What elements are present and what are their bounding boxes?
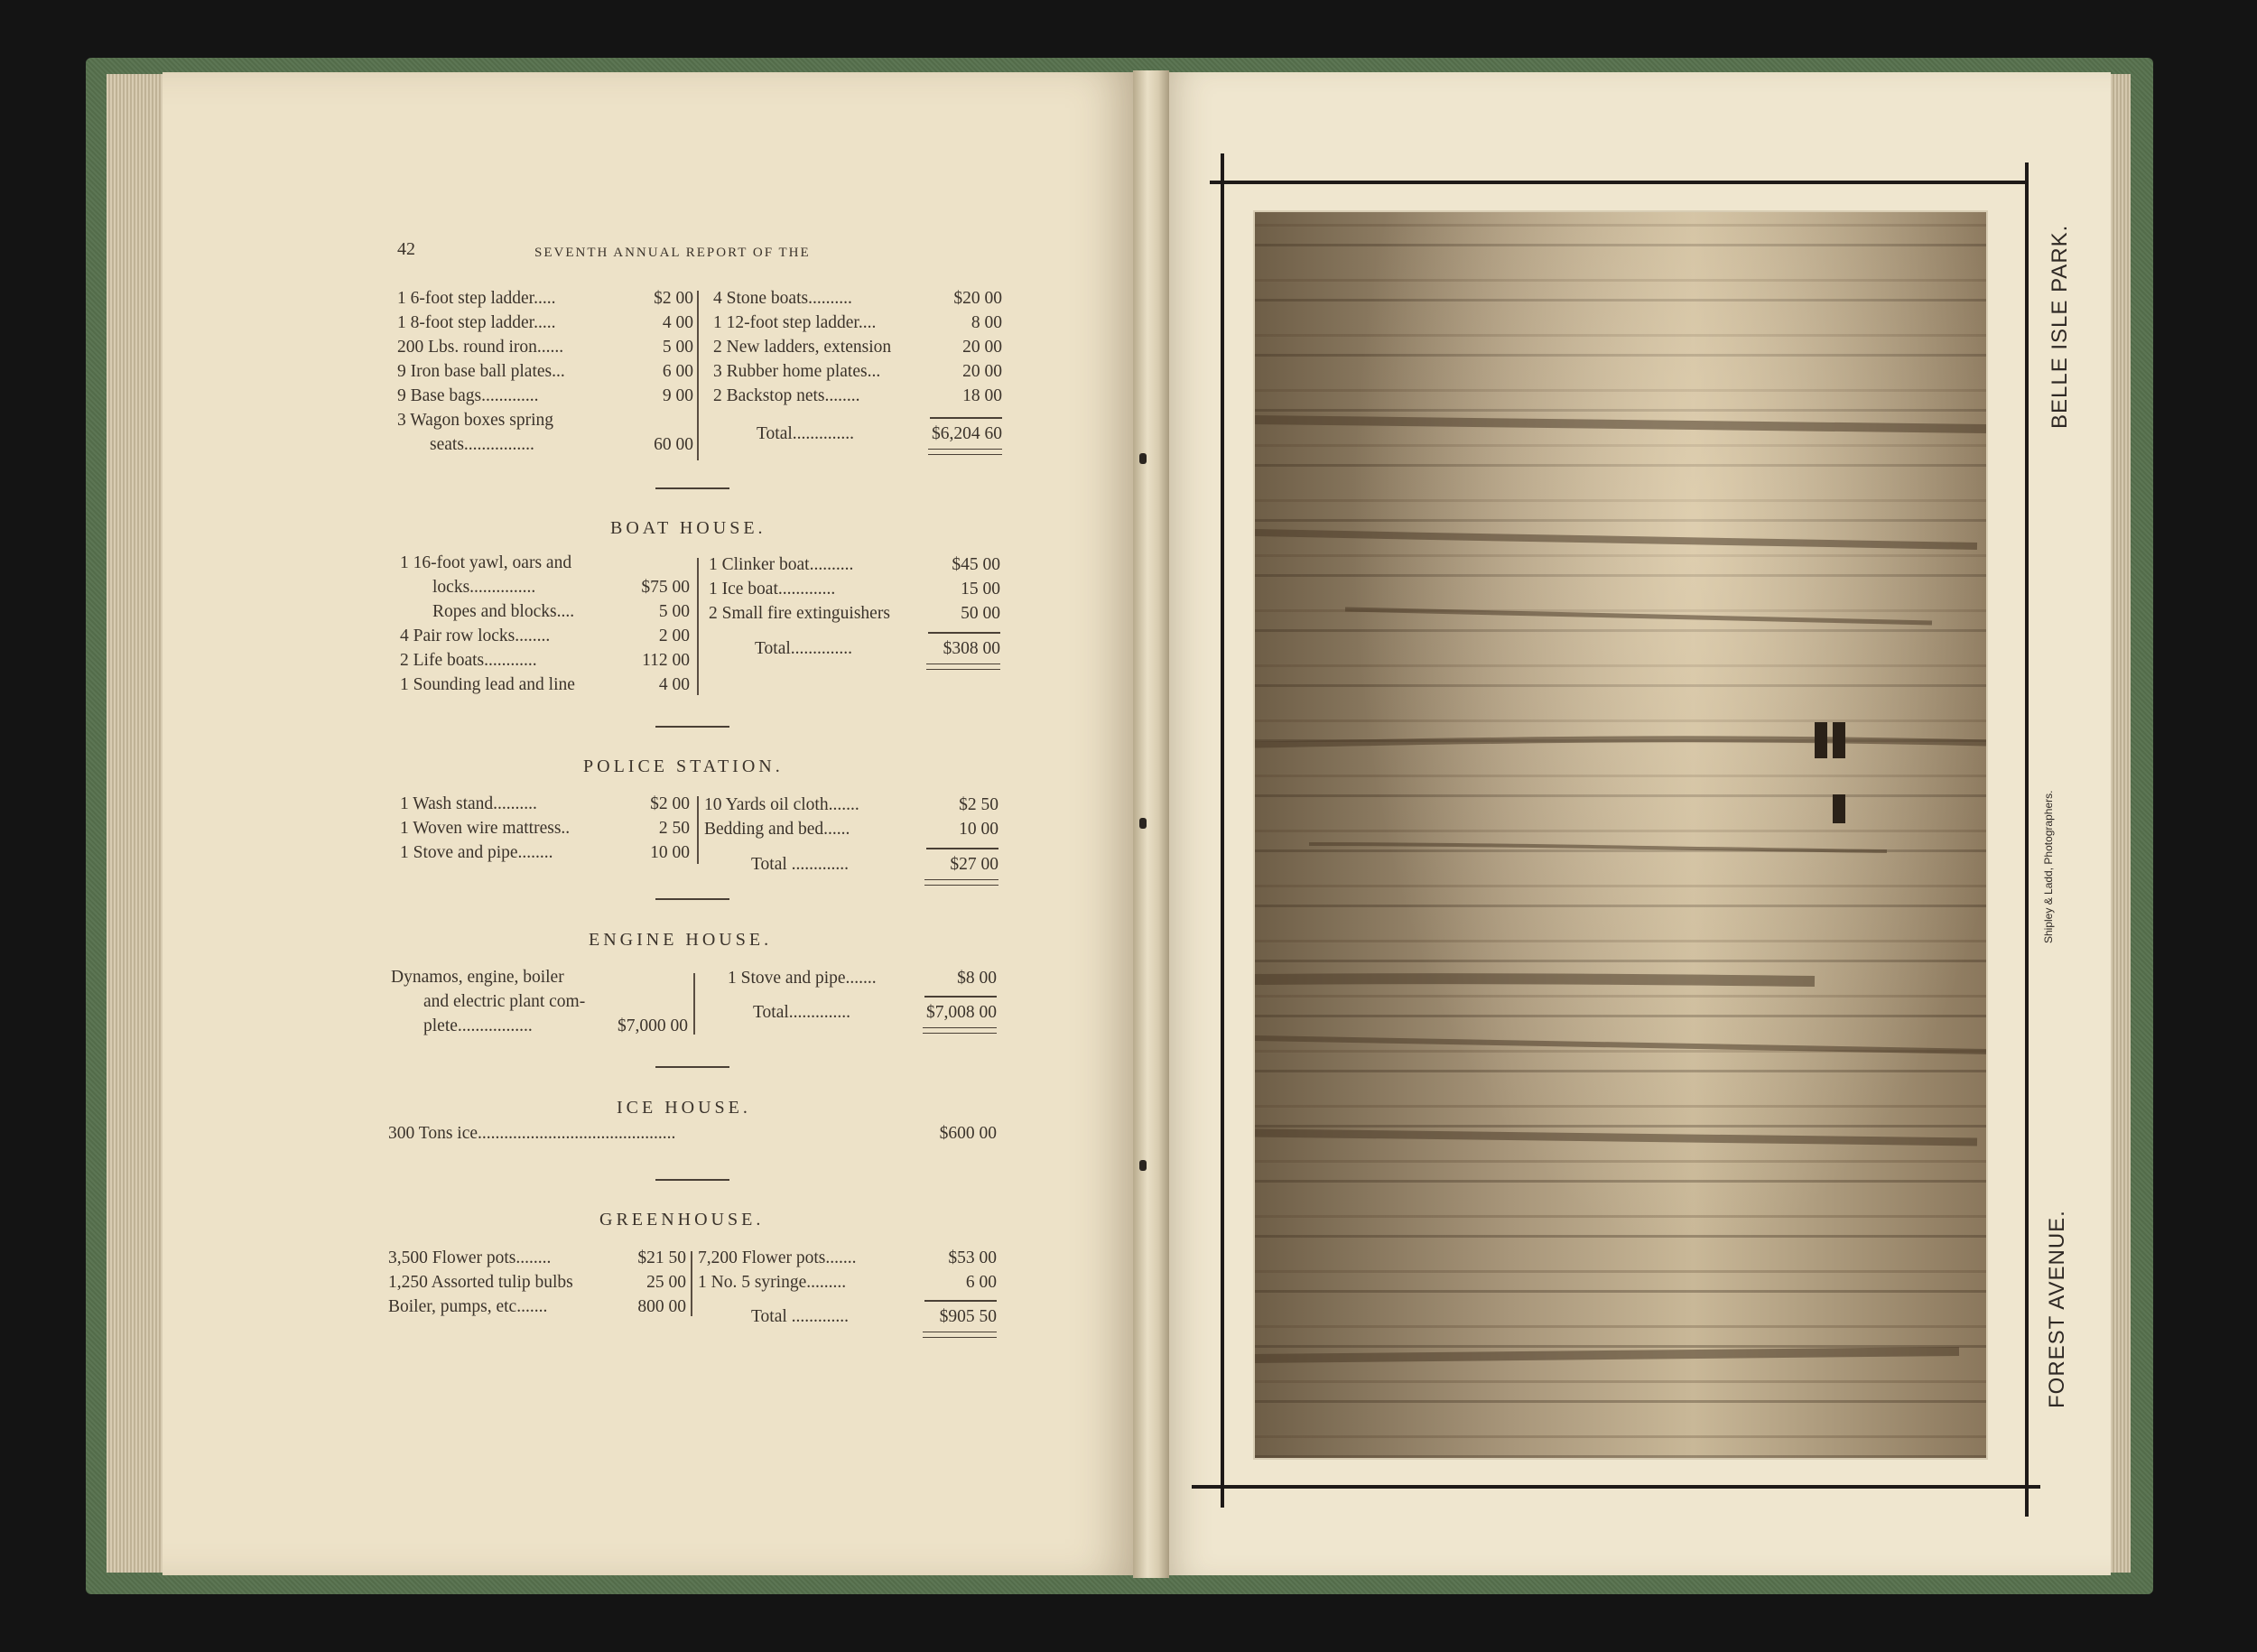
photo-title-park: BELLE ISLE PARK.: [2048, 224, 2072, 429]
ledger-item: 1 Woven wire mattress..: [400, 819, 571, 838]
ledger-item: plete.................: [423, 1016, 533, 1035]
section-divider: [655, 726, 729, 728]
ledger-amount: $8 00: [957, 969, 997, 988]
section-divider: [655, 487, 729, 489]
ledger-item: 4 Pair row locks........: [400, 626, 551, 645]
ledger-item: 1 Sounding lead and line: [400, 675, 575, 694]
ledger-amount: 4 00: [658, 675, 690, 694]
binding-hole: [1139, 453, 1147, 464]
ledger-amount: $45 00: [952, 555, 1000, 574]
ledger-item: Dynamos, engine, boiler: [391, 968, 564, 987]
ledger-amount: 20 00: [962, 338, 1002, 357]
ledger-item: 1 8-foot step ladder.....: [397, 313, 556, 332]
ledger-amount: 800 00: [637, 1297, 686, 1316]
section-heading: ENGINE HOUSE.: [589, 930, 773, 950]
ledger-item: 1 16-foot yawl, oars and: [400, 553, 572, 572]
section-heading: BOAT HOUSE.: [610, 518, 766, 538]
ledger-amount: 60 00: [654, 435, 693, 454]
ledger-amount: $2 00: [654, 289, 693, 308]
ledger-item: 200 Lbs. round iron......: [397, 338, 564, 357]
ledger-amount: $20 00: [953, 289, 1002, 308]
ledger-item: and electric plant com-: [423, 992, 586, 1011]
section-heading: ICE HOUSE.: [617, 1098, 751, 1118]
ledger-item: locks...............: [432, 578, 536, 597]
frame-rule-bottom: [1192, 1485, 2040, 1489]
ledger-amount: 6 00: [965, 1273, 997, 1292]
total-double-rule: [928, 449, 1002, 455]
total-amount: $27 00: [950, 855, 998, 874]
ledger-item: 1,250 Assorted tulip bulbs: [388, 1273, 573, 1292]
ledger-item: 1 Wash stand..........: [400, 794, 537, 813]
left-page-edges: [107, 74, 170, 1573]
ledger-amount: $2 00: [650, 794, 690, 813]
ledger-item: 1 6-foot step ladder.....: [397, 289, 556, 308]
total-double-rule: [924, 879, 998, 886]
total-amount: $6,204 60: [932, 424, 1002, 443]
binding-hole: [1139, 818, 1147, 829]
running-head: SEVENTH ANNUAL REPORT OF THE: [534, 246, 811, 260]
book-gutter: [1133, 70, 1169, 1578]
ledger-amount: 9 00: [662, 386, 693, 405]
column-divider: [697, 796, 699, 864]
ledger-item: 2 New ladders, extension: [713, 338, 892, 357]
total-label: Total .............: [751, 855, 850, 874]
sum-rule: [926, 848, 998, 849]
frame-rule-top: [1210, 181, 2027, 184]
ledger-amount: 25 00: [646, 1273, 686, 1292]
ledger-item: 9 Iron base ball plates...: [397, 362, 565, 381]
ledger-amount: 50 00: [961, 604, 1000, 623]
ledger-amount: 5 00: [658, 602, 690, 621]
column-divider: [697, 558, 699, 695]
ledger-item: 3,500 Flower pots........: [388, 1248, 552, 1267]
binding-hole: [1139, 1160, 1147, 1171]
ledger-item: seats................: [430, 435, 534, 454]
ledger-amount: $2 50: [959, 795, 998, 814]
ledger-amount: $75 00: [641, 578, 690, 597]
ledger-item: 2 Life boats............: [400, 651, 537, 670]
frame-rule-left: [1221, 153, 1224, 1508]
total-label: Total .............: [751, 1307, 850, 1326]
ledger-amount: 4 00: [662, 313, 693, 332]
photo-trees-sketch: [1255, 212, 1986, 1458]
ledger-amount: 20 00: [962, 362, 1002, 381]
ledger-item: 3 Rubber home plates...: [713, 362, 881, 381]
ledger-item: 2 Backstop nets........: [713, 386, 860, 405]
total-double-rule: [923, 1332, 997, 1338]
photographer-credit: Shipley & Ladd, Photographers.: [2042, 790, 2055, 943]
column-divider: [697, 291, 699, 460]
ledger-amount: 10 00: [959, 820, 998, 839]
ledger-amount: 5 00: [662, 338, 693, 357]
ledger-amount: $7,000 00: [618, 1016, 688, 1035]
ledger-item: 1 No. 5 syringe.........: [698, 1273, 847, 1292]
ledger-amount: 6 00: [662, 362, 693, 381]
total-double-rule: [923, 1027, 997, 1034]
ledger-amount: 8 00: [971, 313, 1002, 332]
ledger-item: 4 Stone boats..........: [713, 289, 852, 308]
ledger-amount: 112 00: [642, 651, 690, 670]
ledger-item: 9 Base bags.............: [397, 386, 539, 405]
photo-title-avenue: FOREST AVENUE.: [2045, 1210, 2069, 1408]
ledger-amount: $53 00: [948, 1248, 997, 1267]
page-number: 42: [397, 239, 415, 259]
total-label: Total..............: [753, 1003, 851, 1022]
section-heading: GREENHOUSE.: [599, 1210, 765, 1230]
sum-rule: [924, 996, 997, 998]
total-label: Total..............: [755, 639, 853, 658]
ledger-item: 1 Ice boat.............: [709, 580, 836, 599]
column-divider: [691, 1251, 692, 1316]
ledger-amount: 2 50: [658, 819, 690, 838]
column-divider: [693, 973, 695, 1035]
ledger-item: Boiler, pumps, etc.......: [388, 1297, 548, 1316]
sum-rule: [928, 632, 1000, 634]
total-double-rule: [926, 664, 1000, 670]
ledger-item: Bedding and bed......: [704, 820, 850, 839]
ledger-amount: 15 00: [961, 580, 1000, 599]
section-divider: [655, 1066, 729, 1068]
total-label: Total..............: [757, 424, 855, 443]
section-heading: POLICE STATION.: [583, 756, 784, 776]
ledger-item: 1 Stove and pipe.......: [728, 969, 877, 988]
sum-rule: [924, 1300, 997, 1302]
ledger-amount: $600 00: [939, 1124, 997, 1143]
ledger-item: 1 12-foot step ladder....: [713, 313, 877, 332]
ledger-amount: 2 00: [658, 626, 690, 645]
forest-avenue-photograph: [1255, 212, 1986, 1458]
total-amount: $905 50: [939, 1307, 997, 1326]
ledger-item: 1 Stove and pipe........: [400, 843, 553, 862]
ledger-amount: $21 50: [637, 1248, 686, 1267]
ledger-item: 10 Yards oil cloth.......: [704, 795, 859, 814]
total-amount: $7,008 00: [926, 1003, 997, 1022]
section-divider: [655, 898, 729, 900]
ledger-item: 2 Small fire extinguishers: [709, 604, 890, 623]
frame-rule-right: [2025, 162, 2029, 1517]
ledger-amount: 18 00: [962, 386, 1002, 405]
section-divider: [655, 1179, 729, 1181]
ledger-item: 1 Clinker boat..........: [709, 555, 854, 574]
ledger-item: 3 Wagon boxes spring: [397, 411, 554, 430]
ledger-item: 300 Tons ice.............................................: [388, 1124, 676, 1143]
ledger-item: 7,200 Flower pots.......: [698, 1248, 857, 1267]
ledger-item: Ropes and blocks....: [432, 602, 575, 621]
ledger-amount: 10 00: [650, 843, 690, 862]
sum-rule: [930, 417, 1002, 419]
total-amount: $308 00: [943, 639, 1000, 658]
